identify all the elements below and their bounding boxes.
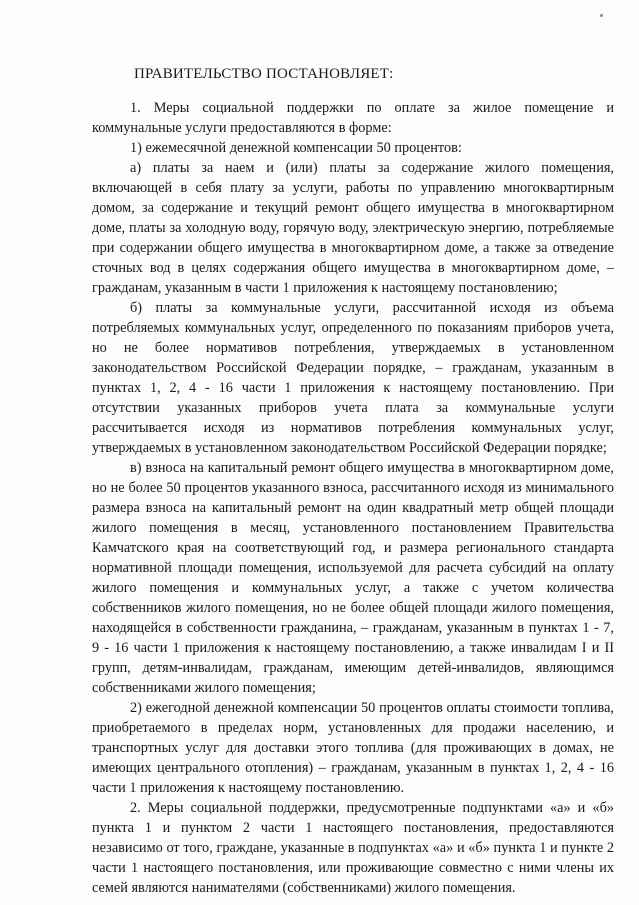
- paragraph-1-1-a: а) платы за наем и (или) платы за содержание жилого помещения, включающей в себя плату за услуги, работы по управлению многоквартирным домом, за содержание и текущий ремонт общего имущества в многоквартирном доме, платы за холодную воду, горячую воду, электрическую энергию, потребляемые при содержании общего имущества в многоквартирном доме, а также за отведение сточных вод в целях содержания общего имущества в многоквартирном доме, – гражданам, указанным в части 1 приложения к настоящему постановлению;: [92, 160, 614, 296]
- paragraph-1-2: 2) ежегодной денежной компенсации 50 процентов оплаты стоимости топлива, приобретаемого в пределах норм, установленных для продажи населению, и транспортных услуг для доставки этого топлива (для проживающих в домах, не имеющих центрального отопления) – гражданам, указанным в пунктах 1, 2, 4 - 16 части 1 приложения к настоящему постановлению.: [92, 700, 614, 796]
- scan-speck: [600, 14, 603, 17]
- paragraph-1: 1. Меры социальной поддержки по оплате за жилое помещение и коммунальные услуги предоставляются в форме:: [92, 100, 614, 136]
- paragraph-2: 2. Меры социальной поддержки, предусмотренные подпунктами «а» и «б» пункта 1 и пунктом 2 части 1 настоящего постановления, предоставляются независимо от того, граждане, указанные в подпунктах «а» и «б» пункта 1 и пункте 2 части 1 настоящего постановления, или проживающие совместно с ними члены их семей являются нанимателями (собственниками) жилого помещения.: [92, 800, 614, 896]
- document-heading: ПРАВИТЕЛЬСТВО ПОСТАНОВЛЯЕТ:: [134, 66, 394, 82]
- paragraph-1-1-b: б) платы за коммунальные услуги, рассчитанной исходя из объема потребляемых коммунальных услуг, определенного по показаниям приборов учета, но не более нормативов потребления, утверждаемых в установленном законодательством Российской Федерации порядке, – гражданам, указанным в пунктах 1, 2, 4 - 16 части 1 приложения к настоящему постановлению. При отсутствии указанных приборов учета плата за коммунальные услуги рассчитывается исходя из нормативов потребления коммунальных услуг, утверждаемых в установленном законодательством Российской Федерации порядке;: [92, 300, 614, 456]
- paragraph-1-1-v: в) взноса на капитальный ремонт общего имущества в многоквартирном доме, но не более 50 процентов указанного взноса, рассчитанного исходя из минимального размера взноса на капитальный ремонт на один квадратный метр общей площади жилого помещения в месяц, установленного постановлением Правительства Камчатского края на соответствующий год, и размера регионального стандарта нормативной площади помещения, используемой для расчета субсидий на оплату жилого помещения и коммунальных услуг, а также с учетом количества собственников жилого помещения, но не более общей площади жилого помещения, находящейся в собственности гражданина, – гражданам, указанным в пунктах 1 - 7, 9 - 16 части 1 приложения к настоящему постановлению, а также инвалидам I и II групп, детям-инвалидам, гражданам, имеющим детей-инвалидов, являющимся собственниками жилого помещения;: [92, 460, 614, 696]
- paragraph-1-1: 1) ежемесячной денежной компенсации 50 процентов:: [130, 140, 462, 156]
- document-body: [92, 98, 614, 898]
